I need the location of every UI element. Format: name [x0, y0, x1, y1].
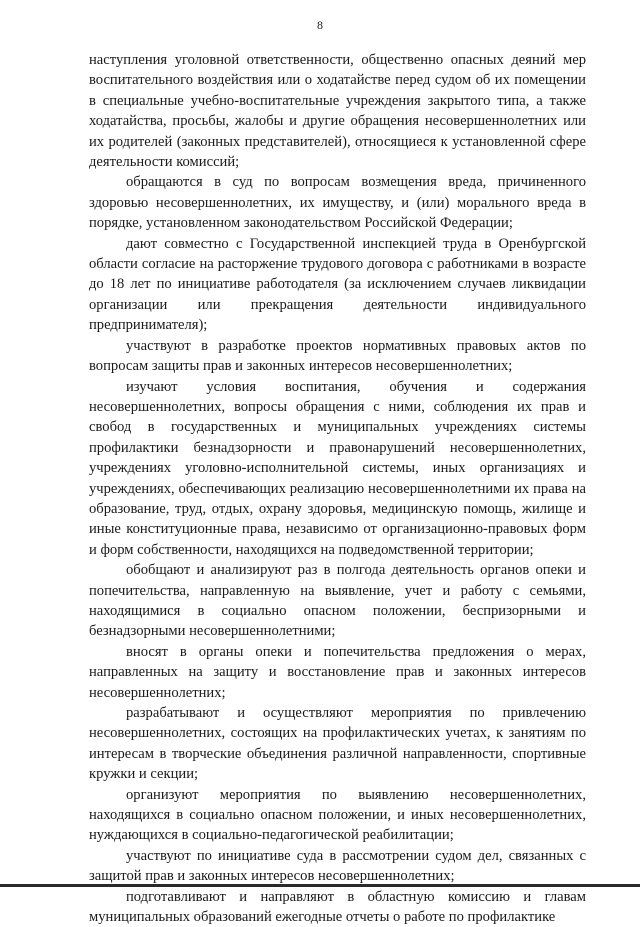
document-body	[89, 50, 586, 927]
paragraph: разрабатывают и осуществляют мероприятия по привлечению несовершеннолетних, состоящих на профилактических учетах, к занятиям по интересам в творческие объединения различной направленности, спортивные кружки и секции;	[89, 705, 586, 783]
paragraph: подготавливают и направляют в областную комиссию и главам муниципальных образований ежегодные отчеты о работе по профилактике	[89, 888, 586, 926]
paragraph-continuation: наступления уголовной ответственности, общественно опасных деяний мер воспитательного воздействия или о ходатайстве перед судом об их помещении в специальные учебно-воспитательные учреждения закрытого типа, а также ходатайства, просьбы, жалобы и другие обращения несовершеннолетних или их родителей (законных представителей), относящиеся к установленной сфере деятельности комиссий;	[89, 52, 586, 171]
paragraph: изучают условия воспитания, обучения и содержания несовершеннолетних, вопросы обращения с ними, соблюдения их прав и свобод в государственных и муниципальных учреждениях системы профилактики безнадзорности и правонарушений несовершеннолетних, учреждениях уголовно-исполнительной системы, иных организациях и учреждениях, обеспечивающих реализацию несовершеннолетними их права на образование, труд, отдых, охрану здоровья, медицинскую помощь, жилище и иные конституционные права, независимо от организационно-правовых форм и форм собственности, находящихся на подведомственной территории;	[89, 378, 586, 558]
paragraph: дают совместно с Государственной инспекцией труда в Оренбургской области согласие на расторжение трудового договора с работниками в возрасте до 18 лет по инициативе работодателя (за исключением случаев ликвидации организации или прекращения деятельности индивидуального предпринимателя);	[89, 235, 586, 334]
paragraph: вносят в органы опеки и попечительства предложения о мерах, направленных на защиту и восстановление прав и законных интересов несовершеннолетних;	[89, 643, 586, 701]
paragraph: организуют мероприятия по выявлению несовершеннолетних, находящихся в социально опасном положении, и иных несовершеннолетних, нуждающихся в социально-педагогической реабилитации;	[89, 786, 586, 844]
paragraph: участвуют в разработке проектов нормативных правовых актов по вопросам защиты прав и законных интересов несовершеннолетних;	[89, 337, 586, 375]
page-number: 8	[317, 18, 323, 32]
page-bottom-rule	[0, 884, 640, 887]
paragraph: обобщают и анализируют раз в полгода деятельность органов опеки и попечительства, направленную на выявление, учет и работу с семьями, находящимися в социально опасном положении, беспризорными и безнадзорными несовершеннолетними;	[89, 562, 586, 640]
paragraph: участвуют по инициативе суда в рассмотрении судом дел, связанных с защитой прав и законных интересов несовершеннолетних;	[89, 847, 586, 885]
paragraph: обращаются в суд по вопросам возмещения вреда, причиненного здоровью несовершеннолетних, их имуществу, и (или) морального вреда в порядке, установленном законодательством Российской Федерации;	[89, 174, 586, 232]
